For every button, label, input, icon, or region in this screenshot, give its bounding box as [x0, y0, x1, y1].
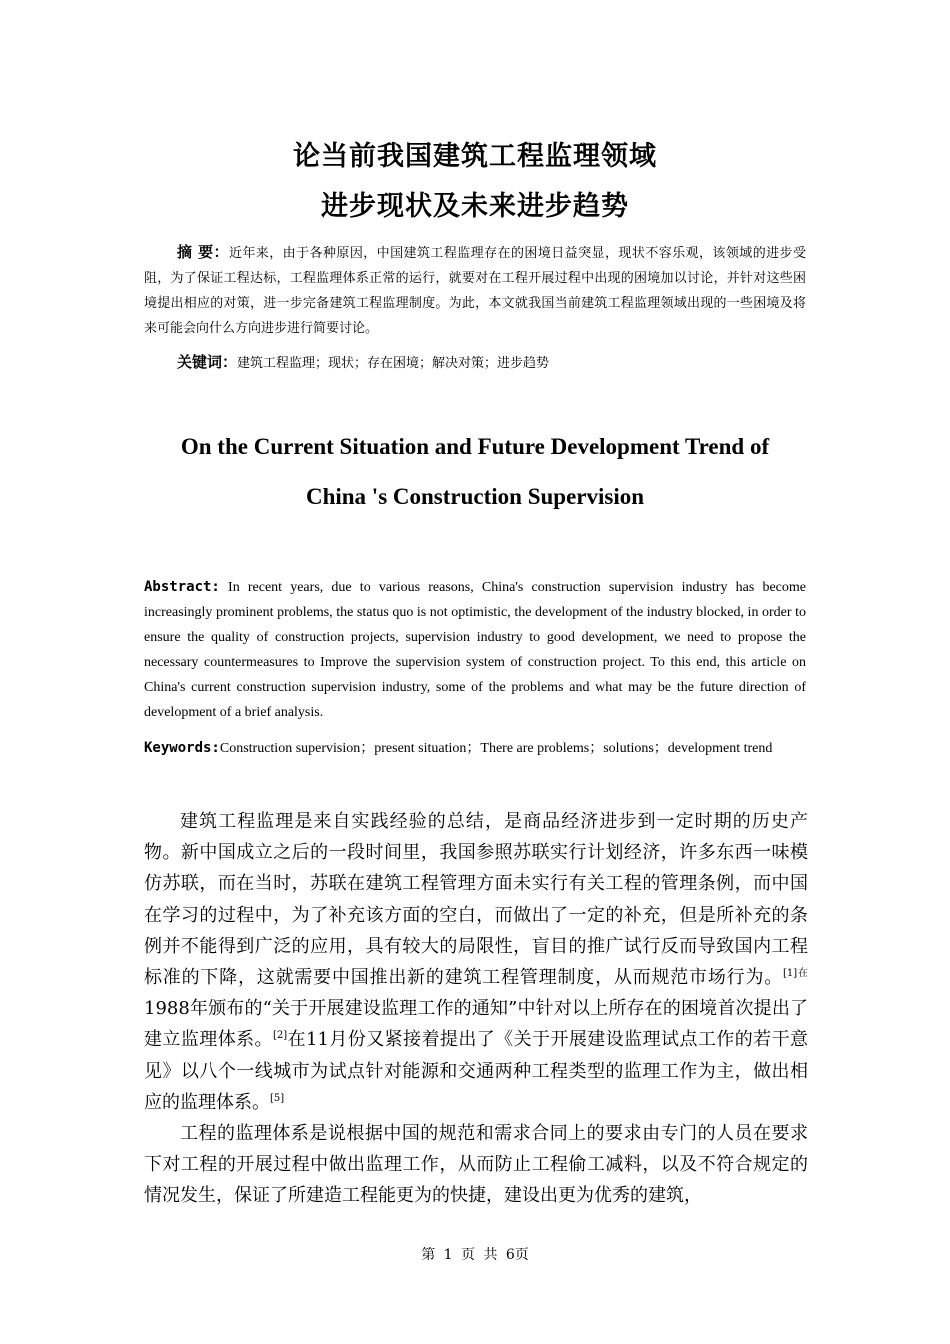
chinese-abstract-text: 近年来，由于各种原因，中国建筑工程监理存在的困境日益突显，现状不容乐观，该领域的进步受阻，为了保证工程达标，工程监理体系正常的运行，就要对在工程开展过程中出现的困境加以讨论，并针对这些困境提出相应的对策，进一步完备建筑工程监理制度。为此，本文就我国当前建筑工程监理领域出现的一些困境及将来可能会向什么方向进步进行简要讨论。 [144, 246, 806, 336]
english-abstract-text: In recent years, due to various reasons, China's construction supervision industry has become increasingly prominent problems, the status quo is not optimistic, the development of the industry blocked, in order to ensure the quality of construction projects, supervision industry to good development, we need to propose the necessary countermeasures to Improve the supervision system of construction project. To this end, this article on China's current construction supervision industry, some of the problems and what may be the future direction of development of a brief analysis. [144, 580, 807, 720]
body-p1-part-a: 建筑工程监理是来自实践经验的总结，是商品经济进步到一定时期的历史产物。新中国成立之后的一段时间里，我国参照苏联实行计划经济，许多东西一味模仿苏联，而在当时，苏联在建筑工程管理方面未实行有关工程的管理条例，而中国在学习的过程中，为了补充该方面的空白，而做出了一定的补充，但是所补充的条例并不能得到广泛的应用，具有较大的局限性，盲目的推广试行反而导致国内工程标准的下降，这就需要中国推出新的建筑工程管理制度，从而规范市场行为。 [144, 811, 808, 989]
english-abstract [144, 575, 806, 725]
english-title-line-2: China 's Construction Supervision [305, 484, 645, 509]
citation-ref-2: [2] [272, 1030, 288, 1042]
english-keywords-label: Keywords: [144, 740, 220, 756]
english-title-line-1: On the Current Situation and Future Development Trend of [180, 434, 770, 459]
chinese-keywords-label: 关键词： [177, 353, 238, 371]
chinese-title-line-1: 论当前我国建筑工程监理领域 [293, 141, 657, 172]
chinese-abstract-label: 摘 要： [177, 243, 229, 261]
english-abstract-label: Abstract: [144, 579, 220, 595]
chinese-abstract [144, 240, 806, 341]
body-paragraph-2: 工程的监理体系是说根据中国的规范和需求合同上的要求由专门的人员在要求下对工程的开展过程中做出监理工作，从而防止工程偷工减料，以及不符合规定的情况发生，保证了所建造工程能更为的快捷，建设出更为优秀的建筑， [144, 1123, 808, 1207]
chinese-keywords [177, 350, 807, 376]
chinese-keywords-text: 建筑工程监理；现状；存在困境；解决对策；进步趋势 [237, 356, 550, 371]
page-number-footer: 第 1 页 共 6页 [421, 1247, 529, 1263]
citation-ref-5: [5] [270, 1092, 285, 1104]
english-keywords-text: Construction supervision；present situation；There are problems；solutions；development trend [219, 741, 773, 756]
body-text [144, 806, 808, 1212]
body-p1-part-c: 在11月份又紧接着提出了《关于开展建设监理试点工作的若干意见》以八个一线城市为试点针对能源和交通两种工程类型的监理工作为主，做出相应的监理体系。 [144, 1029, 808, 1113]
citation-ref-1: [1]在 [783, 968, 808, 980]
body-p1-part-b: 1988年颁布的“关于开展建设监理工作的通知”中针对以上所存在的困境首次提出了建立监理体系。 [144, 998, 808, 1051]
english-keywords [144, 736, 824, 761]
body-paragraph-1 [144, 806, 808, 1118]
chinese-title-line-2: 进步现状及未来进步趋势 [321, 191, 629, 222]
